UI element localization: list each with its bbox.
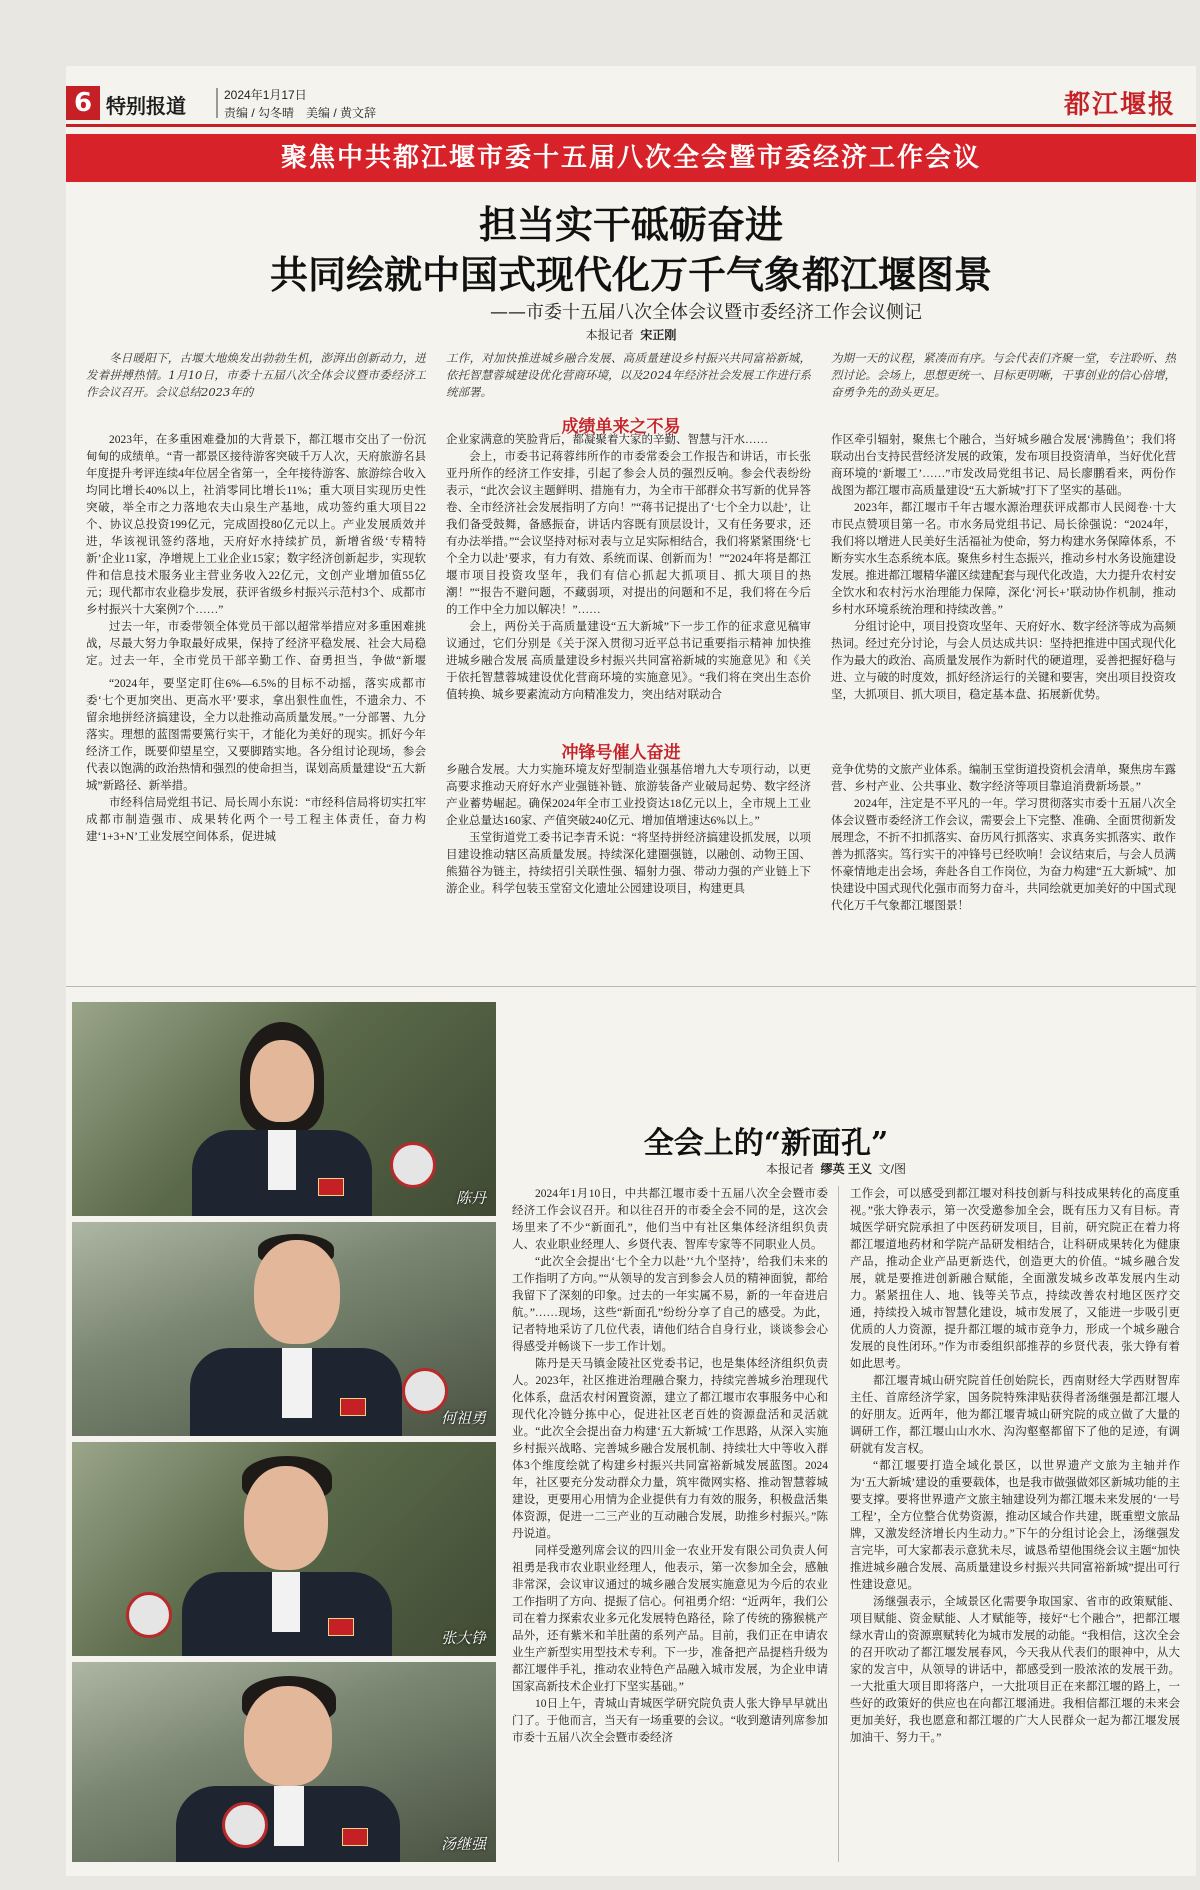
photo-portrait-2 [72, 1222, 496, 1436]
photo-portrait-3 [72, 1442, 496, 1656]
photo-caption-2: 何祖勇 [440, 1409, 486, 1427]
photo-caption-4: 汤继强 [440, 1835, 486, 1853]
section1-col3-para2: 2023年，都江堰市千年古堰水源治理获评成都市人民阅卷·十大市民点赞项目第一名。市水务局党组书记、局长徐强说：“2024年，我们将以增进人民美好生活福祉为使命，努力构建水务保障体系，不断夯实水生态系统本底。聚焦乡村生态振兴，推动乡村水务设施建设发展。推进都江堰精华灌区续建配套与现代化改造，大力提升农村安全饮水和农村污水治理能力保障，深化‘河长+’联动协作机制，推动乡村水环境系统治理和持续改善。” [831, 502, 1176, 616]
article2-byline-authors: 缪英 王义 [820, 1162, 872, 1176]
article2-col2-para3: “都江堰要打造全域化景区，以世界遗产文旅为主轴并作为‘五大新城’建设的重要载体，也是我市做强做郊区新城功能的主要支撑。要将世界遗产文旅主轴建设列为都江堰未来发展的‘一号工程’，全方位整合优势资源，推动区域合作共建，既重塑文旅品牌，又激发经济增长内生动力。”下午的分组讨论会上，汤继强发言完毕，可大家都表示意犹未尽，诚恳希望他围绕会议主题“加快推进城乡融合发展、高质量建设乡村振兴共同富裕新城”提出可行性建设意见。 [850, 1460, 1180, 1591]
header-rule [66, 124, 1196, 127]
article2-col1-para5: 10日上午，青城山青城医学研究院负责人张大铮早早就出门了。于他而言，当天有一场重要的会议。“收到邀请列席参加市委十五届八次全会暨市委经济 [512, 1698, 828, 1744]
section1-col1-para2: 过去一年，市委带领全体党员干部以超常举措应对多重困难挑战，尽最大努力争取最好成果，保持了经济平稳发展、社会大局稳定。过去一年，全市党员干部辛勤工作、奋勇担当，争做“新堰 [86, 621, 426, 666]
page-number: 6 [66, 86, 100, 120]
section1-col2-para2: 会上，市委书记蒋蓉纬所作的市委常委会工作报告和讲话，市长张亚丹所作的经济工作安排，引起了参会人员的强烈反响。参会代表纷纷表示，“此次会议主题鲜明、措施有力，为全市干部群众书写新的优异答卷、全市经济社会发展指明了方向！”“蒋书记提出了‘七个全力以赴’，让我们备受鼓舞，备感振奋，讲话内容既有顶层设计，又有任务要求，还有办法举措。”“会议坚持对标对表与立足实际相结合，我们将紧紧围绕‘七个全力以赴’要求，有力有效、系统而谋、创新而为！”“2024年将是都江堰市项目投资攻坚年，我们有信心抓起大抓项目、抓大项目的热潮！”“报告不避问题，不藏弱项，对提出的问题和不足，我们将在今后的工作中全力加以解决！”…… [446, 451, 811, 616]
section2-col3-para1: 竞争优势的文旅产业体系。编制玉堂街道投资机会清单，聚焦房车露营、乡村产业、公共事业、数字经济等项目靠追消费新场景。” [831, 764, 1176, 793]
photo-portrait-1 [72, 1002, 496, 1216]
section1-col1-para1: 2023年，在多重困难叠加的大背景下，都江堰市交出了一份沉甸甸的成绩单。“青一都景区接待游客突破千万人次，天府旅游名县年度提升考评连续4年位居全省第一，全年接待游客、旅游综合收入均同比增长40%以上，社消零同比增长11%；重大项目实现历史性突破，举全市之力落地农夫山泉生产基地，成功签约重大项目22个、协议总投资199亿元，完成固投80亿元以上。产业发展质效并进，华该视讯签约落地，天府好水持续扩员，新增省级‘专精特新’企业11家，净增规上工业企业15家；数字经济创新起步，实现软件和信息技术服务业主营业务收入22亿元，文创产业增加值55亿元；现代都市农业稳步发展，获评省级乡村振兴示范村3个、成都市乡村振兴十大案例7个……” [86, 434, 426, 616]
section2-col1-para2: 市经科信局党组书记、局长周小东说：“市经科信局将切实扛牢成都市制造强市、成果转化两个一号工程主体责任，奋力构建‘1+3+N’工业发展空间体系，促进城 [86, 797, 426, 843]
article1-byline [506, 326, 756, 343]
lead-column-3 [831, 350, 1176, 406]
byline-label: 本报记者 [585, 328, 634, 342]
section2-column-3 [831, 762, 1176, 976]
issue-date: 2024年1月17日 [224, 88, 307, 102]
column-divider [838, 1186, 839, 1862]
section2-col1-para1: “2024年，要坚定盯住6%—6.5%的目标不动摇，落实成都市委‘七个更加突出、更高水平’要求，拿出狠性血性，不遗余力、不留余地拼经济搞建设，全力以赴推动高质量发展。”一分部署、九分落实。理想的蓝图需要篤行实干，才能化为美好的现实。抓好今年经济工作，既要仰望星空，又要脚踏实地。各分组讨论现场，参会代表以饱满的政治热情和强烈的使命担当，谋划高质量建设“五大新城”新路径、新举措。 [86, 678, 426, 792]
article2-column-1 [512, 1186, 828, 1866]
lead-text-1: 冬日暖阳下，古堰大地焕发出勃勃生机，澎湃出创新动力，迸发着拼搏热情。1月10日，市委十五届八次全体会议暨市委经济工作会议召开。会议总结2023年的 [86, 351, 426, 399]
photo-portrait-4 [72, 1662, 496, 1862]
section1-col3-para3: 分组讨论中，项目投资攻坚年、天府好水、数字经济等成为高频热词。经过充分讨论，与会人员达成共识：坚持把推进中国式现代化作为最大的政治、高质量发展作为新时代的硬道理，妥善把握好稳与进、立与破的时度效，抓好经济运行的关键和要害，突出项目投资攻坚，大抓项目、抓大项目，稳定基本盘、拓展新优势。 [831, 621, 1176, 701]
section1-col2-para3: 会上，两份关于高质量建设“五大新城”下一步工作的征求意见稿审议通过，它们分别是《关于深入贯彻习近平总书记重要指示精神 加快推进城乡融合发展 高质量建设乡村振兴共同富裕新城的实施意见》和《关于依托智慧蓉城建设优化营商环境的实施意见》。“我们将在突出生态价值转换、城乡要素流动方向精准发力，突出结对联动合 [446, 621, 811, 701]
section2-column-2 [446, 762, 811, 976]
article2-col1-para3: 陈丹是天马镇金陵社区党委书记，也是集体经济组织负责人。2023年，社区推进治理融合聚力，持续完善城乡治理现代化体系，盘活农村闲置资源，建立了都江堰市农事服务中心和现代化冷链分拣中心，促进社区老百姓的资源盘活和灵活就业。“此次全会提出奋力构建‘五大新城’工作思路，从深入实施乡村振兴战略、完善城乡融合发展机制、持续壮大中等收入群体3个维度绘就了构建乡村振兴共同富裕新城发展蓝图。2024年，社区要充分发动群众力量，筑牢微网实格、推动智慧蓉城建设，更要用心用情为企业提供有力有效的服务，积极盘活集体资源，促进一二三产业的互动融合发展，助推乡村振兴。”陈丹说道。 [512, 1358, 828, 1540]
headline-line-2: 共同绘就中国式现代化万千气象都江堰图景 [269, 252, 992, 297]
page-header [66, 66, 1196, 126]
article2-col1-para1: 2024年1月10日，中共都江堰市委十五届八次全会暨市委经济工作会议召开。和以往召开的市委全会不同的是，这次会场里来了不少“新面孔”，他们当中有社区集体经济组织负责人、农业职业经理人、乡贤代表、智库专家等不同职业人员。 [512, 1188, 828, 1251]
section1-col3-para1: 作区牵引辐射，聚焦七个融合，当好城乡融合发展‘沸腾鱼’；我们将联动出台支持民营经济发展的政策，发布项目投资清单，当好优化营商环境的‘新堰工’……”市发改局党组书记、局长廖鹏看来，两份作战图为都江堰市高质量建设“五大新城”打下了坚实的基础。 [831, 434, 1176, 497]
topic-banner: 聚焦中共都江堰市委十五届八次全会暨市委经济工作会议 [66, 134, 1196, 182]
section2-subhead: 冲锋号催人奋进 [561, 743, 681, 763]
subheadline: ——市委十五届八次全体会议暨市委经济工作会议侧记 [490, 302, 922, 323]
section2-col2-para1: 乡融合发展。大力实施环境友好型制造业强基倍增九大专项行动，以更高要求推动天府好水产业强链补链、旅游装备产业破局起势、数字经济产业蓄势崛起。确保2024年全市工业投资达18亿元以上，全市规上工业企业总量达160家、产值突破240亿元、增加值增速达6%以上。” [446, 764, 811, 827]
section1-column-3 [831, 432, 1176, 732]
section1-column-2 [446, 432, 811, 732]
article2-col2-para1: 工作会，可以感受到都江堰对科技创新与科技成果转化的高度重视。”张大铮表示，第一次受邀参加全会，既有压力又有目标。青城医学研究院承担了中医药研发项目，目前，研究院正在着力将都江堰道地药材和学院产品研发相结合，让科研成果转化为健康产品，推动企业产品更新迭代，创造更大的价值。“城乡融合发展，就是要推进创新融合赋能，全面激发城乡改革发展内生动力。紧紧扭住人、地、钱等关节点，持续改善农村地区医疗交通，持续投入城市智慧化建设，城市发展了，又能进一步吸引更优质的人力资源，提升都江堰的城市竞争力，形成一个城乡融合发展的良性闭环。”作为市委组织部推荐的乡贤代表，张大铮有着如此思考。 [850, 1188, 1180, 1370]
header-separator [216, 88, 218, 118]
byline-author: 宋正刚 [640, 328, 677, 342]
article2-byline-label: 本报记者 [765, 1162, 814, 1176]
article2-byline-suffix: 文/图 [878, 1162, 907, 1176]
lead-column-1 [86, 350, 426, 406]
lead-text-2: 工作，对加快推进城乡融合发展、高质量建设乡村振兴共同富裕新城，依托智慧蓉城建设优化营商环境，以及2024年经济社会发展工作进行系统部署。 [446, 351, 811, 399]
article2-title: 全会上的“新面孔” [643, 1126, 889, 1161]
article2-column-2 [850, 1186, 1180, 1866]
article2-col2-para2: 都江堰青城山研究院首任创始院长，西南财经大学西财智库主任、首席经济学家，国务院特殊津贴获得者汤继强是都江堰人的好朋友。近两年，他为都江堰青城山研究院的成立做了大量的调研工作，都江堰山山水水、沟沟壑壑都留下了他的足迹，有调研就有发言权。 [850, 1375, 1180, 1455]
article2-col2-para4: 汤继强表示，全域景区化需要争取国家、省市的政策赋能、项目赋能、资金赋能、人才赋能等，接好“七个融合”，把都江堰绿水青山的资源禀赋转化为城市发展的动能。“我相信，这次全会的召开吹动了都江堰发展春风，今天我从代表们的眼神中，从大家的发言中，从领导的讲话中，都感受到一股浓浓的发展干劲。一大批重大项目即将落户，一大批项目正在来都江堰的路上，一些好的政策好的供应也在向都江堰涌进。我相信都江堰的未来会更加美好，我也愿意和都江堰的广大人民群众一起为都江堰发展加油干、努力干。” [850, 1596, 1180, 1744]
section-name: 特别报道 [106, 94, 186, 118]
editors-credit: 责编 / 勾冬晴 美编 / 黄文辞 [224, 106, 377, 120]
section2-col3-para2: 2024年，注定是不平凡的一年。学习贯彻落实市委十五届八次全体会议暨市委经济工作会议，需要会上下完整、准确、全面贯彻新发展理念，不折不扣抓落实、奋历风行抓落实、求真务实抓落实、敢作善为抓落实。笃行实干的冲锋号已经吹响！会议结束后，与会人员满怀豪情地走出会场，奔赴各自工作岗位，为奋力构建“五大新城”、加快建设中国式现代化强市而努力奋斗，共同绘就更加美好的中国式现代化万千气象都江堰图景！ [831, 798, 1176, 912]
photo-caption-1: 陈丹 [455, 1189, 486, 1207]
section1-col2-para1: 企业家满意的笑脸背后，都凝聚着大家的辛勤、智慧与汗水…… [446, 434, 768, 446]
section2-col2-para2: 玉堂街道党工委书记李青禾说：“将坚持拼经济搞建设抓发展，以项目建设推动辖区高质量发展。持续深化建圈强链，以融创、动物王国、熊猫谷为链主，持续招引关联性强、辐射力强、带动力强的产业链上下游企业。科学包装玉堂窑文化遗址公园建设项目，构建更具 [446, 832, 811, 895]
article2-col1-para4: 同样受邀列席会议的四川金一农业开发有限公司负责人何祖勇是我市农业职业经理人，他表示，第一次参加全会，感触非常深，会议审议通过的城乡融合发展实施意见为今后的农业工作指明了方向、提振了信心。何祖勇介绍：“近两年，我们公司在着力探索农业多元化发展特色路径，除了传统的猕猴桃产品外，还有紫米和羊肚菌的系列产品。目前，我们正在申请农业生产新型实用型技术专利。下一步，准备把产品提档升级为都江堰伴手礼，推动农业特色产品融入城市发展，为企业申请国家高新技术企业打下坚实基础。” [512, 1545, 828, 1693]
lead-text-3: 为期一天的议程，紧凑而有序。与会代表们齐聚一堂，专注聆听、热烈讨论。会场上，思想更统一、目标更明晰，干事创业的信心倍增，奋勇争先的劲头更足。 [831, 351, 1176, 399]
newspaper-logo: 都江堰报 [1063, 90, 1176, 120]
headline-line-1: 担当实干砥砺奋进 [478, 202, 783, 247]
lead-column-2 [446, 350, 811, 406]
section1-column-1 [86, 432, 426, 666]
section2-column-1 [86, 676, 426, 976]
article2-byline [706, 1160, 966, 1177]
article2-col1-para2: “此次全会提出‘七个全力以赴’‘九个坚持’，给我们未来的工作指明了方向。”“从领导的发言到参会人员的精神面貌，都给我留下了深刻的印象。过去的一年实属不易，新的一年奋进启航。”……现场，这些“新面孔”纷纷分享了自己的感受。为此，记者特地采访了几位代表，请他们结合自身行业，谈谈参会心得感受并畅谈下一步工作计划。 [512, 1256, 828, 1353]
section1-subhead: 成绩单来之不易 [561, 417, 681, 437]
article-divider [66, 986, 1196, 987]
photo-caption-3: 张大铮 [440, 1629, 486, 1647]
newspaper-page [66, 66, 1196, 1876]
